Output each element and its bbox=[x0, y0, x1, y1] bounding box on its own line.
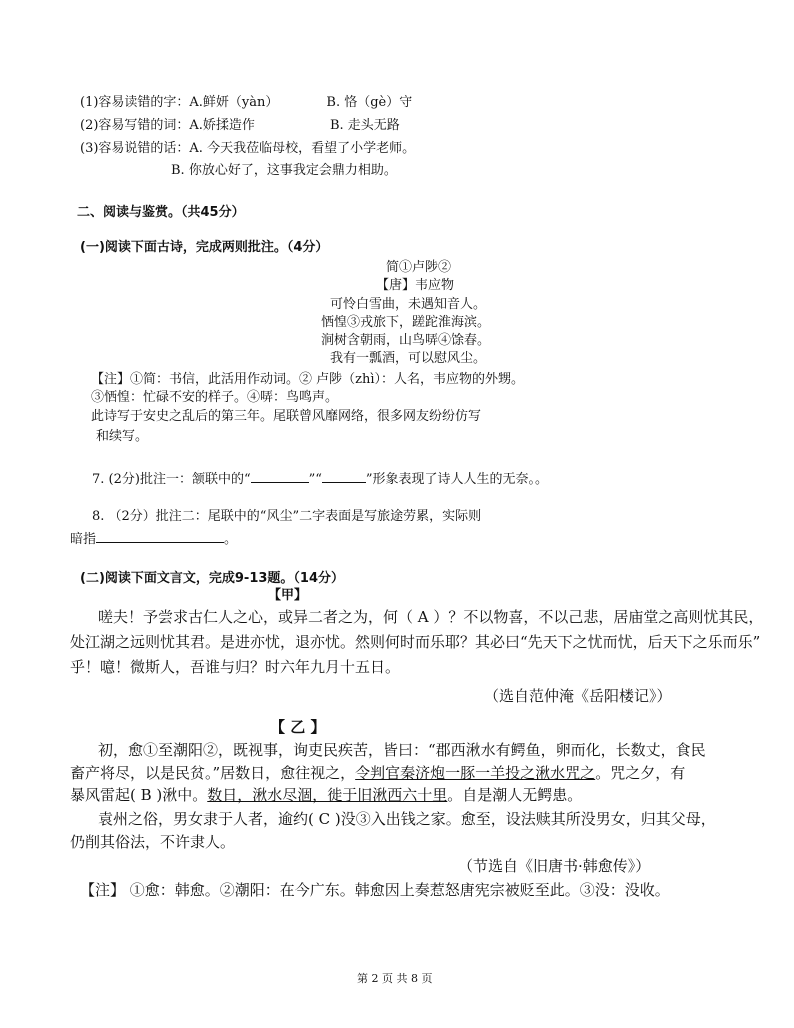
passage-yi-source: （节选自《旧唐书·韩愈传》） bbox=[458, 857, 651, 875]
answer-blank[interactable] bbox=[251, 468, 309, 483]
part-2-heading: (二)阅读下面文言文，完成9-13题。（14分） bbox=[80, 571, 345, 586]
underlined-sentence: 令判官秦济炮一豚一羊投之湫水咒之 bbox=[355, 764, 596, 782]
passage-yi-text: 仍削其俗法，不许隶人。 bbox=[70, 833, 236, 851]
part-1-heading: (一)阅读下面古诗，完成两则批注。（4分） bbox=[80, 240, 329, 255]
poem-background: 此诗写于安史之乱后的第三年。尾联曾风靡网络，很多网友纷纷仿写 bbox=[91, 409, 482, 424]
answer-blank[interactable] bbox=[322, 468, 366, 483]
passage-yi-text: 畜产将尽，以是民贫。”居数日，愈往视之，令判官秦济炮一豚一羊投之湫水咒之。咒之夕，有 bbox=[70, 764, 686, 782]
poem-title: 简①卢陟② bbox=[386, 260, 452, 275]
poem-note: 【注】①简：书信，此活用作动词。② 卢陟（zhì）：人名，韦应物的外甥。 bbox=[91, 372, 525, 387]
poem-note: ③恓惶：忙碌不安的样子。④哢：鸟鸣声。 bbox=[91, 390, 339, 405]
item-2-option-a: (2)容易写错的词：A.娇揉造作 bbox=[80, 118, 255, 133]
item-1-option-b: B. 恪（gè）守 bbox=[326, 95, 413, 110]
poem-line: 涧树含朝雨，山鸟哢④馀春。 bbox=[321, 333, 491, 348]
passage-jia-text: 处江湖之远则忧其君。是进亦忧，退亦忧。然则何时而乐耶？其必曰“先天下之忧而忧，后天下之乐而乐” bbox=[70, 633, 761, 651]
poem-line: 我有一瓢酒，可以慰风尘。 bbox=[330, 351, 487, 366]
answer-blank[interactable] bbox=[96, 528, 224, 543]
poem-background: 和续写。 bbox=[96, 429, 149, 444]
passage-jia-label: 【甲】 bbox=[268, 588, 308, 603]
question-8: 8. （2分）批注二：尾联中的“风尘”二字表面是写旅途劳累，实际则 bbox=[92, 509, 482, 524]
passage-jia-source: （选自范仲淹《岳阳楼记》） bbox=[484, 687, 672, 705]
passage-jia-text: 乎！噫！微斯人，吾谁与归？时六年九月十五日。 bbox=[70, 658, 401, 676]
poem-line: 恓惶③戎旅下，蹉跎淮海滨。 bbox=[321, 315, 491, 330]
passage-yi-note: 【注】 ①愈：韩愈。②潮阳：在今广东。韩愈因上奏惹怒唐宪宗被贬至此。③没：没收。 bbox=[80, 881, 670, 899]
passage-yi-label: 【 乙 】 bbox=[270, 718, 326, 736]
question-8-answer-line: 暗指 。 bbox=[70, 528, 237, 549]
item-2-option-b: B. 走头无路 bbox=[329, 118, 400, 133]
item-3-option-b: B. 你放心好了，这事我定会鼎力相助。 bbox=[171, 163, 397, 178]
underlined-sentence: 数日，湫水尽涸，徙于旧湫西六十里 bbox=[207, 786, 448, 804]
poem-author: 【唐】韦应物 bbox=[376, 278, 455, 293]
poem-line: 可怜白雪曲，未遇知音人。 bbox=[330, 297, 487, 312]
item-1-option-a: (1)容易读错的字：A.鲜妍（yàn） bbox=[80, 95, 279, 110]
section-title: 二、阅读与鉴赏。（共45分） bbox=[77, 205, 245, 220]
page-number: 第 2 页 共 8 页 bbox=[357, 972, 433, 985]
item-2-line bbox=[80, 117, 400, 135]
passage-yi-text: 袁州之俗，男女隶于人者，逾约( C )没③入出钱之家。愈至，设法赎其所没男女，归其父母， bbox=[98, 810, 716, 828]
passage-yi-text: 暴风雷起( B )湫中。数日，湫水尽涸，徙于旧湫西六十里。自是潮人无鳄患。 bbox=[70, 786, 583, 804]
passage-yi-text: 初，愈①至潮阳②，既视事，询吏民疾苦，皆曰：“郡西湫水有鳄鱼，卵而化，长数丈，食民 bbox=[98, 741, 706, 759]
item-1-line bbox=[80, 94, 412, 112]
item-3-line: (3)容易说错的话：A. 今天我莅临母校，看望了小学老师。 bbox=[80, 141, 416, 156]
question-7: 7. (2分)批注一：颔联中的“ ”“ ”形象表现了诗人人生的无奈。。 bbox=[92, 468, 548, 489]
passage-jia-text: 嗟夫！予尝求古仁人之心，或异二者之为，何（ A ）？不以物喜，不以己悲，居庙堂之高则忧其民， bbox=[98, 608, 764, 626]
